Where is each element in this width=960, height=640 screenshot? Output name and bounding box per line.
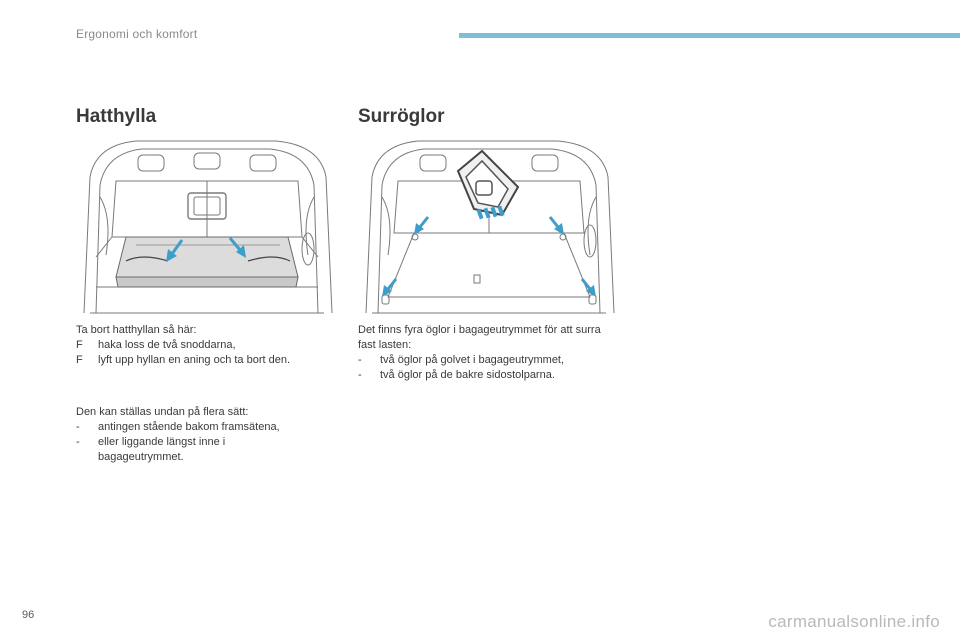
lashing-eyes-illustration (358, 137, 620, 315)
hatthylla-storage-text (76, 405, 316, 465)
list-item-text: eller liggande längst inne i bagageutrymmet. (98, 436, 226, 463)
list-item-text: antingen stående bakom framsätena, (98, 421, 280, 433)
hatthylla-removal-text (76, 323, 338, 368)
list-marker: - (358, 369, 362, 381)
list-marker: F (76, 354, 83, 366)
list-item (76, 435, 258, 465)
hatthylla-removal-intro: Ta bort hatthyllan så här: (76, 324, 197, 336)
list-item-text: haka loss de två snoddarna, (98, 339, 236, 351)
section-header-title: Ergonomi och komfort (76, 27, 198, 41)
parcel-shelf-illustration (76, 137, 338, 315)
list-item (76, 420, 316, 435)
list-item (76, 338, 338, 353)
list-item-text: två öglor på de bakre sidostolparna. (380, 369, 555, 381)
list-marker: - (76, 421, 80, 433)
list-item (76, 353, 338, 368)
list-item-text: två öglor på golvet i bagageutrymmet, (380, 354, 565, 366)
watermark: carmanualsonline.info (768, 612, 940, 631)
surroglor-heading: Surröglor (358, 106, 445, 127)
list-item (358, 353, 618, 368)
page-number: 96 (22, 609, 35, 621)
hatthylla-storage-intro: Den kan ställas undan på flera sätt: (76, 406, 249, 418)
list-marker: F (76, 339, 83, 351)
header-accent-bar (459, 33, 960, 38)
hatthylla-heading: Hatthylla (76, 106, 157, 127)
list-item-text: lyft upp hyllan en aning och ta bort den. (98, 354, 291, 366)
surroglor-text (358, 323, 618, 383)
list-item (358, 368, 618, 383)
list-marker: - (76, 436, 80, 448)
surroglor-intro: Det finns fyra öglor i bagageutrymmet för att surra fast lasten: (358, 324, 601, 351)
list-marker: - (358, 354, 362, 366)
